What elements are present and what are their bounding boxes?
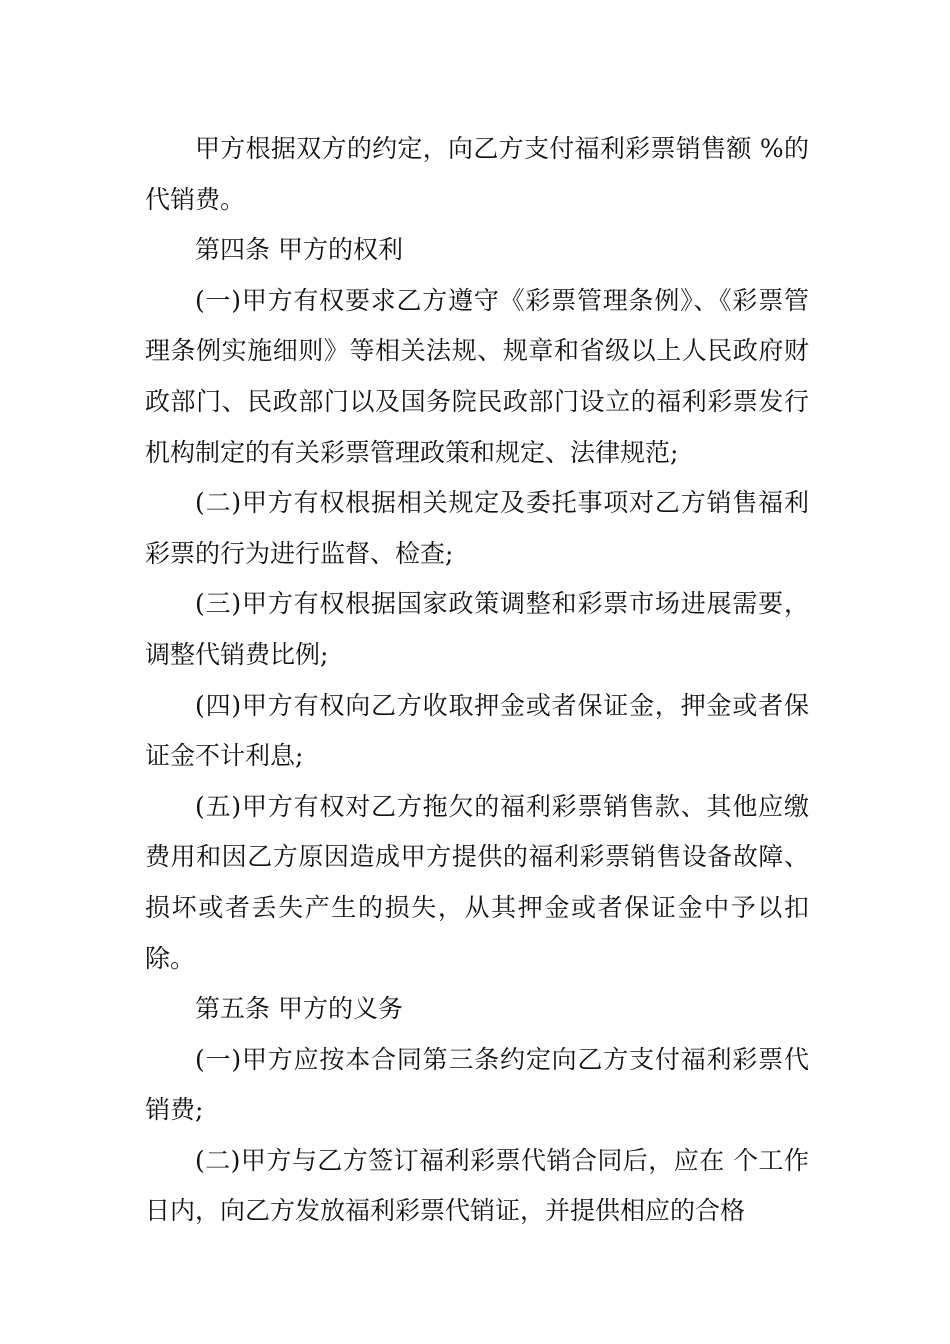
article-4-item-3: (三)甲方有权根据国家政策调整和彩票市场进展需要，调整代销费比例; — [145, 589, 809, 669]
article-4-item-5: (五)甲方有权对乙方拖欠的福利彩票销售款、其他应缴费用和因乙方原因造成甲方提供的福利彩票销售设备故障、损坏或者丢失产生的损失，从其押金或者保证金中予以扣除。 — [145, 791, 809, 973]
article-5-item-2: (二)甲方与乙方签订福利彩票代销合同后，应在 个工作日内，向乙方发放福利彩票代销证，并提供相应的合格 — [145, 1145, 809, 1226]
article-5-heading: 第五条 甲方的义务 — [195, 994, 403, 1024]
article-5-item-1: (一)甲方应按本合同第三条约定向乙方支付福利彩票代销费; — [145, 1044, 809, 1125]
paragraph-commission-rate: 甲方根据双方的约定，向乙方支付福利彩票销售额 %的代销费。 — [145, 134, 809, 214]
article-4-item-4: (四)甲方有权向乙方收取押金或者保证金，押金或者保证金不计利息; — [145, 690, 809, 771]
article-4-item-2: (二)甲方有权根据相关规定及委托事项对乙方销售福利彩票的行为进行监督、检查; — [145, 488, 809, 568]
article-4-item-1: (一)甲方有权要求乙方遵守《彩票管理条例》、《彩票管理条例实施细则》等相关法规、规章和省级以上人民政府财政部门、民政部门以及国务院民政部门设立的福利彩票发行机构制定的有关彩票管理政策和规定、法律规范; — [145, 285, 809, 467]
article-4-heading: 第四条 甲方的权利 — [195, 235, 403, 265]
document-body — [145, 124, 809, 1237]
